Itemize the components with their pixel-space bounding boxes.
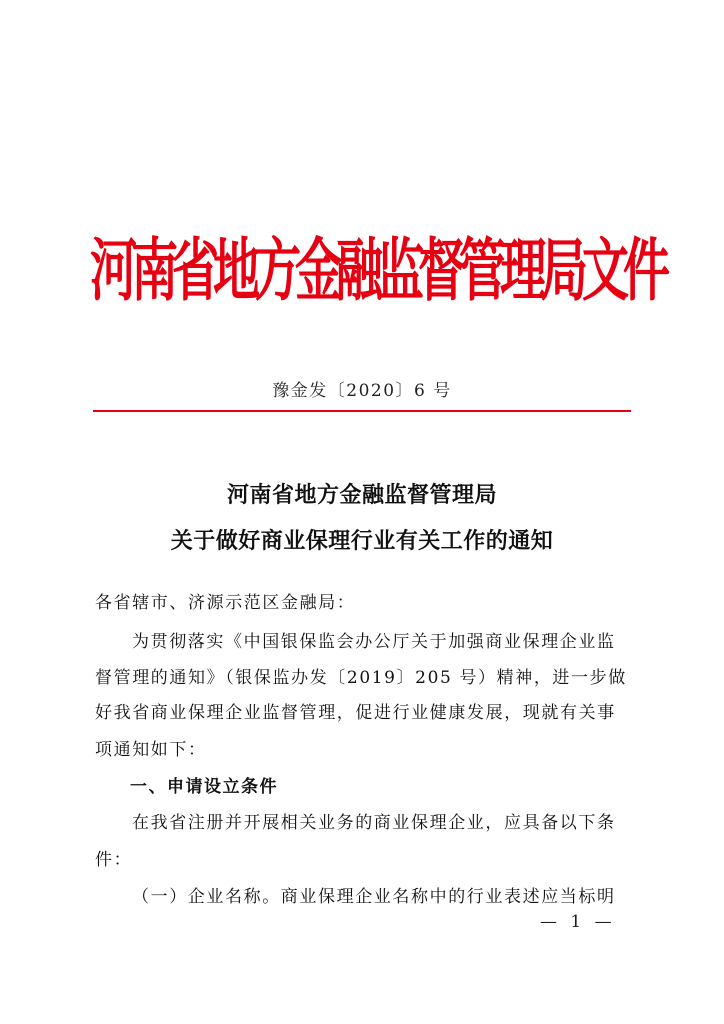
paragraph-2-line-1: 在我省注册并开展相关业务的商业保理企业，应具备以下条 xyxy=(132,813,616,833)
page-number: — 1 — xyxy=(540,912,616,932)
issuer-header-title: 河南省地方金融监督管理局文件 xyxy=(90,231,664,312)
paragraph-2-line-2: 件： xyxy=(95,850,133,870)
notice-title-line-2: 关于做好商业保理行业有关工作的通知 xyxy=(170,528,554,554)
notice-title-line-1: 河南省地方金融监督管理局 xyxy=(226,482,497,508)
red-separator-line xyxy=(93,410,631,412)
document-number: 豫金发〔2020〕6 号 xyxy=(272,381,452,401)
paragraph-1-line-1: 为贯彻落实《中国银保监会办公厅关于加强商业保理企业监 xyxy=(132,632,616,652)
paragraph-1-line-2: 督管理的通知》（银保监办发〔2019〕205 号）精神，进一步做 xyxy=(95,668,627,688)
paragraph-1-line-3: 好我省商业保理企业监督管理，促进行业健康发展，现就有关事 xyxy=(95,703,616,723)
paragraph-1-line-4: 项通知如下： xyxy=(95,740,207,760)
paragraph-3-line-1: （一）企业名称。商业保理企业名称中的行业表述应当标明 xyxy=(132,887,616,907)
addressee-line: 各省辖市、济源示范区金融局： xyxy=(95,593,356,613)
section-1-heading: 一、申请设立条件 xyxy=(130,777,278,797)
